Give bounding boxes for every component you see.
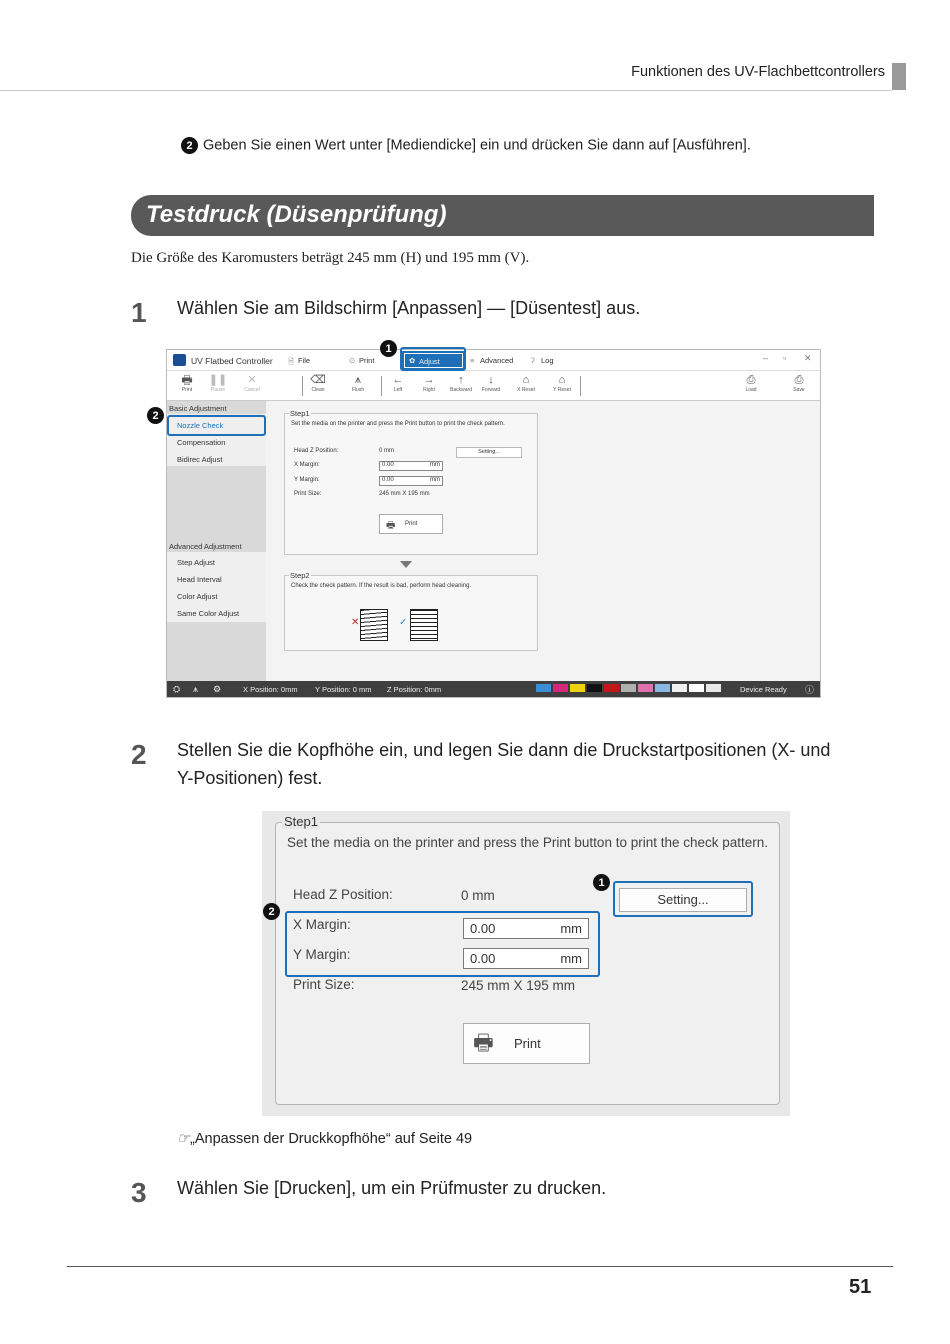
arrow-up-icon: ↑ [458,374,464,386]
sidebar-item-color-adjust[interactable]: Color Adjust [177,592,218,601]
ink-swatch [604,684,619,692]
menu-advanced[interactable]: Advanced [480,356,514,365]
toolbar-right[interactable]: → Right [418,374,440,393]
step-number-2: 2 [131,739,147,770]
toolbar-forward[interactable]: ↓ Forward [478,374,504,393]
step-number-3: 3 [131,1177,147,1208]
x-margin-label-zoom: X Margin: [293,917,351,932]
y-margin-input[interactable]: 0.00 mm [463,948,589,969]
print-menu-icon: ⊙ [349,356,356,365]
step1-legend: Step1 [290,409,310,418]
toolbar-divider-3 [580,376,581,396]
x-margin-input-small[interactable]: 0.00 mm [379,461,443,471]
toolbar-cancel[interactable]: ✕ Cancel [241,374,263,393]
arrow-down-icon: ↓ [488,374,494,386]
app-logo-icon [173,354,186,366]
adjust-gear-icon: ✿ [409,356,416,365]
setting-button[interactable]: Setting... [619,888,747,912]
arrow-right-icon: → [423,374,435,386]
ink-swatch [655,684,670,692]
margins-highlight [285,911,600,977]
cross-reference[interactable] [177,1131,472,1147]
sidebar-item-compensation[interactable]: Compensation [177,438,226,447]
ink-swatch [621,684,636,692]
menu-adjust-label: Adjust [419,357,440,366]
sidebar-basic-header: Basic Adjustment [169,404,227,413]
minimize-icon[interactable]: – [763,353,769,363]
ink-swatch [689,684,704,692]
print-button-small[interactable]: 🖶 Print [379,514,443,534]
status-icon-2: ⩚ [193,684,199,694]
callout-2: 2 [147,407,164,424]
step2-legend: Step2 [290,571,310,580]
head-z-label: Head Z Position: [294,448,339,454]
good-check-pattern [410,609,438,641]
status-y-position: Y Position: 0 mm [315,685,372,694]
nozzle-check-highlight [167,415,266,436]
menu-file[interactable]: File [298,356,311,365]
step1-legend-zoom: Step1 [284,814,318,829]
maximize-icon[interactable]: ▫ [783,353,787,363]
cancel-icon: ✕ [247,374,257,386]
step-text-3: Wählen Sie [Drucken], um ein Prüfmuster zu drucken. [177,1178,607,1198]
arrow-left-icon: ← [392,374,404,386]
ink-swatch [587,684,602,692]
status-x-position: X Position: 0mm [243,685,298,694]
step1-instruction-zoom: Set the media on the printer and press the Print button to print the check pattern. [287,835,769,850]
pointing-hand-icon: ☞ [177,1131,190,1147]
callout-1: 1 [380,340,397,357]
y-margin-label: Y Margin: [294,477,320,483]
print-size-value: 245 mm X 195 mm [379,491,430,497]
step-number-1: 1 [131,297,147,328]
ink-swatch [553,684,568,692]
step-text-1: Wählen Sie am Bildschirm [Anpassen] — [Düsentest] aus. [177,298,641,318]
app-main-area [266,401,821,681]
load-icon: ⎙ [746,374,756,386]
print-button[interactable]: 🖶 Print [463,1023,590,1064]
setting-button-highlight [613,881,753,917]
step-arrow-down-icon [400,561,412,568]
log-menu-icon: ʔ [531,356,535,365]
ink-swatch [672,684,687,692]
menu-log[interactable]: Log [541,356,554,365]
toolbar-flush[interactable]: ⩚ Flush [347,374,369,393]
toolbar-save[interactable]: ⎙ Save [786,374,812,393]
toolbar-clean[interactable]: ⌫ Clean [307,374,329,393]
head-z-label-zoom: Head Z Position: [293,887,393,902]
sidebar-item-step-adjust[interactable]: Step Adjust [177,558,215,567]
flush-icon: ⩚ [354,374,362,386]
home-x-icon: ⌂ [522,374,530,386]
file-menu-icon: 🗎 [288,357,295,366]
head-z-value-zoom: 0 mm [461,888,495,903]
ink-swatch [638,684,653,692]
step2-group [284,571,538,651]
clean-icon: ⌫ [310,374,326,386]
section-title: Testdruck (Düsenprüfung) [146,201,447,228]
monitor-icon: 🖵 [711,683,720,693]
toolbar-left[interactable]: ← Left [387,374,409,393]
status-z-position: Z Position: 0mm [387,685,442,694]
toolbar-y-reset[interactable]: ⌂ Y Reset [549,374,575,393]
printer-icon: 🖶 [181,373,193,387]
head-z-value: 0 mm [379,448,394,454]
toolbar-print[interactable]: 🖶 Print [177,374,197,393]
printer-icon: 🖶 [386,520,396,531]
step1-instruction: Set the media on the printer and press the Print button to print the check pattern. [291,421,505,427]
pause-icon: ❚❚ [208,374,228,386]
callout-2-zoom: 2 [263,903,280,920]
status-icon-3: ⚙ [213,684,222,694]
intro-text: Geben Sie einen Wert unter [Mediendicke] ein und drücken Sie dann auf [Ausführen]. [203,137,751,154]
app-toolbar [167,371,821,401]
step1-group [284,409,538,555]
intro-line [181,137,751,154]
close-icon[interactable]: ✕ [804,353,812,363]
step2-instruction: Check the check pattern. If the result is bad, perform head cleaning. [291,583,472,589]
sidebar-item-nozzle-check[interactable]: Nozzle Check [177,421,224,430]
toolbar-backward[interactable]: ↑ Backward [448,374,474,393]
toolbar-divider-2 [381,376,382,396]
y-margin-label-zoom: Y Margin: [293,947,351,962]
device-status: Device Ready [740,685,787,694]
y-margin-input-small[interactable]: 0.00 mm [379,476,443,486]
page-number: 51 [849,1276,872,1298]
running-header: Funktionen des UV-Flachbettcontrollers [631,64,885,80]
bad-check-pattern [360,609,388,641]
callout-1-zoom: 1 [593,874,610,891]
adjust-tab-highlight [400,347,466,371]
setting-button-small[interactable]: Setting... [456,447,522,458]
good-pattern-check-icon: ✓ [399,617,408,628]
sidebar-item-same-color-adjust[interactable]: Same Color Adjust [177,609,240,618]
bad-pattern-x-icon: ✕ [351,617,360,628]
header-rule [0,90,892,91]
step-text-2: Stellen Sie die Kopfhöhe ein, und legen Sie dann die Druckstartpositionen (X- und Y-Positionen) fest. [177,740,831,788]
printer-icon: 🖶 [473,1030,494,1055]
app-title: UV Flatbed Controller [191,356,273,366]
header-tab-marker [892,63,906,90]
intro-marker: 2 [181,137,198,154]
toolbar-pause[interactable]: ❚❚ Pause [208,374,228,393]
sidebar-advanced-header: Advanced Adjustment [169,542,242,551]
print-size-value-zoom: 245 mm X 195 mm [461,978,576,993]
ink-level-swatches [536,684,721,694]
x-margin-input[interactable]: 0.00 mm [463,918,589,939]
advanced-menu-icon: ≡ [470,356,475,365]
toolbar-load[interactable]: ⎙ Load [738,374,764,393]
footer-rule [67,1266,893,1267]
sidebar-item-head-interval[interactable]: Head Interval [177,575,222,584]
x-margin-label: X Margin: [294,462,320,468]
toolbar-x-reset[interactable]: ⌂ X Reset [513,374,539,393]
body-text: Die Größe des Karomusters beträgt 245 mm (H) und 195 mm (V). [131,250,530,266]
app-status-bar [167,681,821,698]
info-icon[interactable]: ⓘ [805,685,815,695]
print-size-label: Print Size: [294,491,322,497]
app-sidebar [167,401,266,681]
cross-reference-text: „Anpassen der Druckkopfhöhe“ auf Seite 49 [190,1131,473,1147]
ink-swatch [570,684,585,692]
sidebar-item-bidirec-adjust[interactable]: Bidirec Adjust [177,455,223,464]
ink-swatch [536,684,551,692]
toolbar-divider [302,376,303,396]
app-title-bar [167,350,821,371]
menu-print[interactable]: Print [359,356,375,365]
status-icon-1: ⛭ [173,684,181,694]
print-size-label-zoom: Print Size: [293,977,355,992]
app-screenshot [166,349,821,698]
home-y-icon: ⌂ [558,374,566,386]
save-icon: ⎙ [794,374,804,386]
